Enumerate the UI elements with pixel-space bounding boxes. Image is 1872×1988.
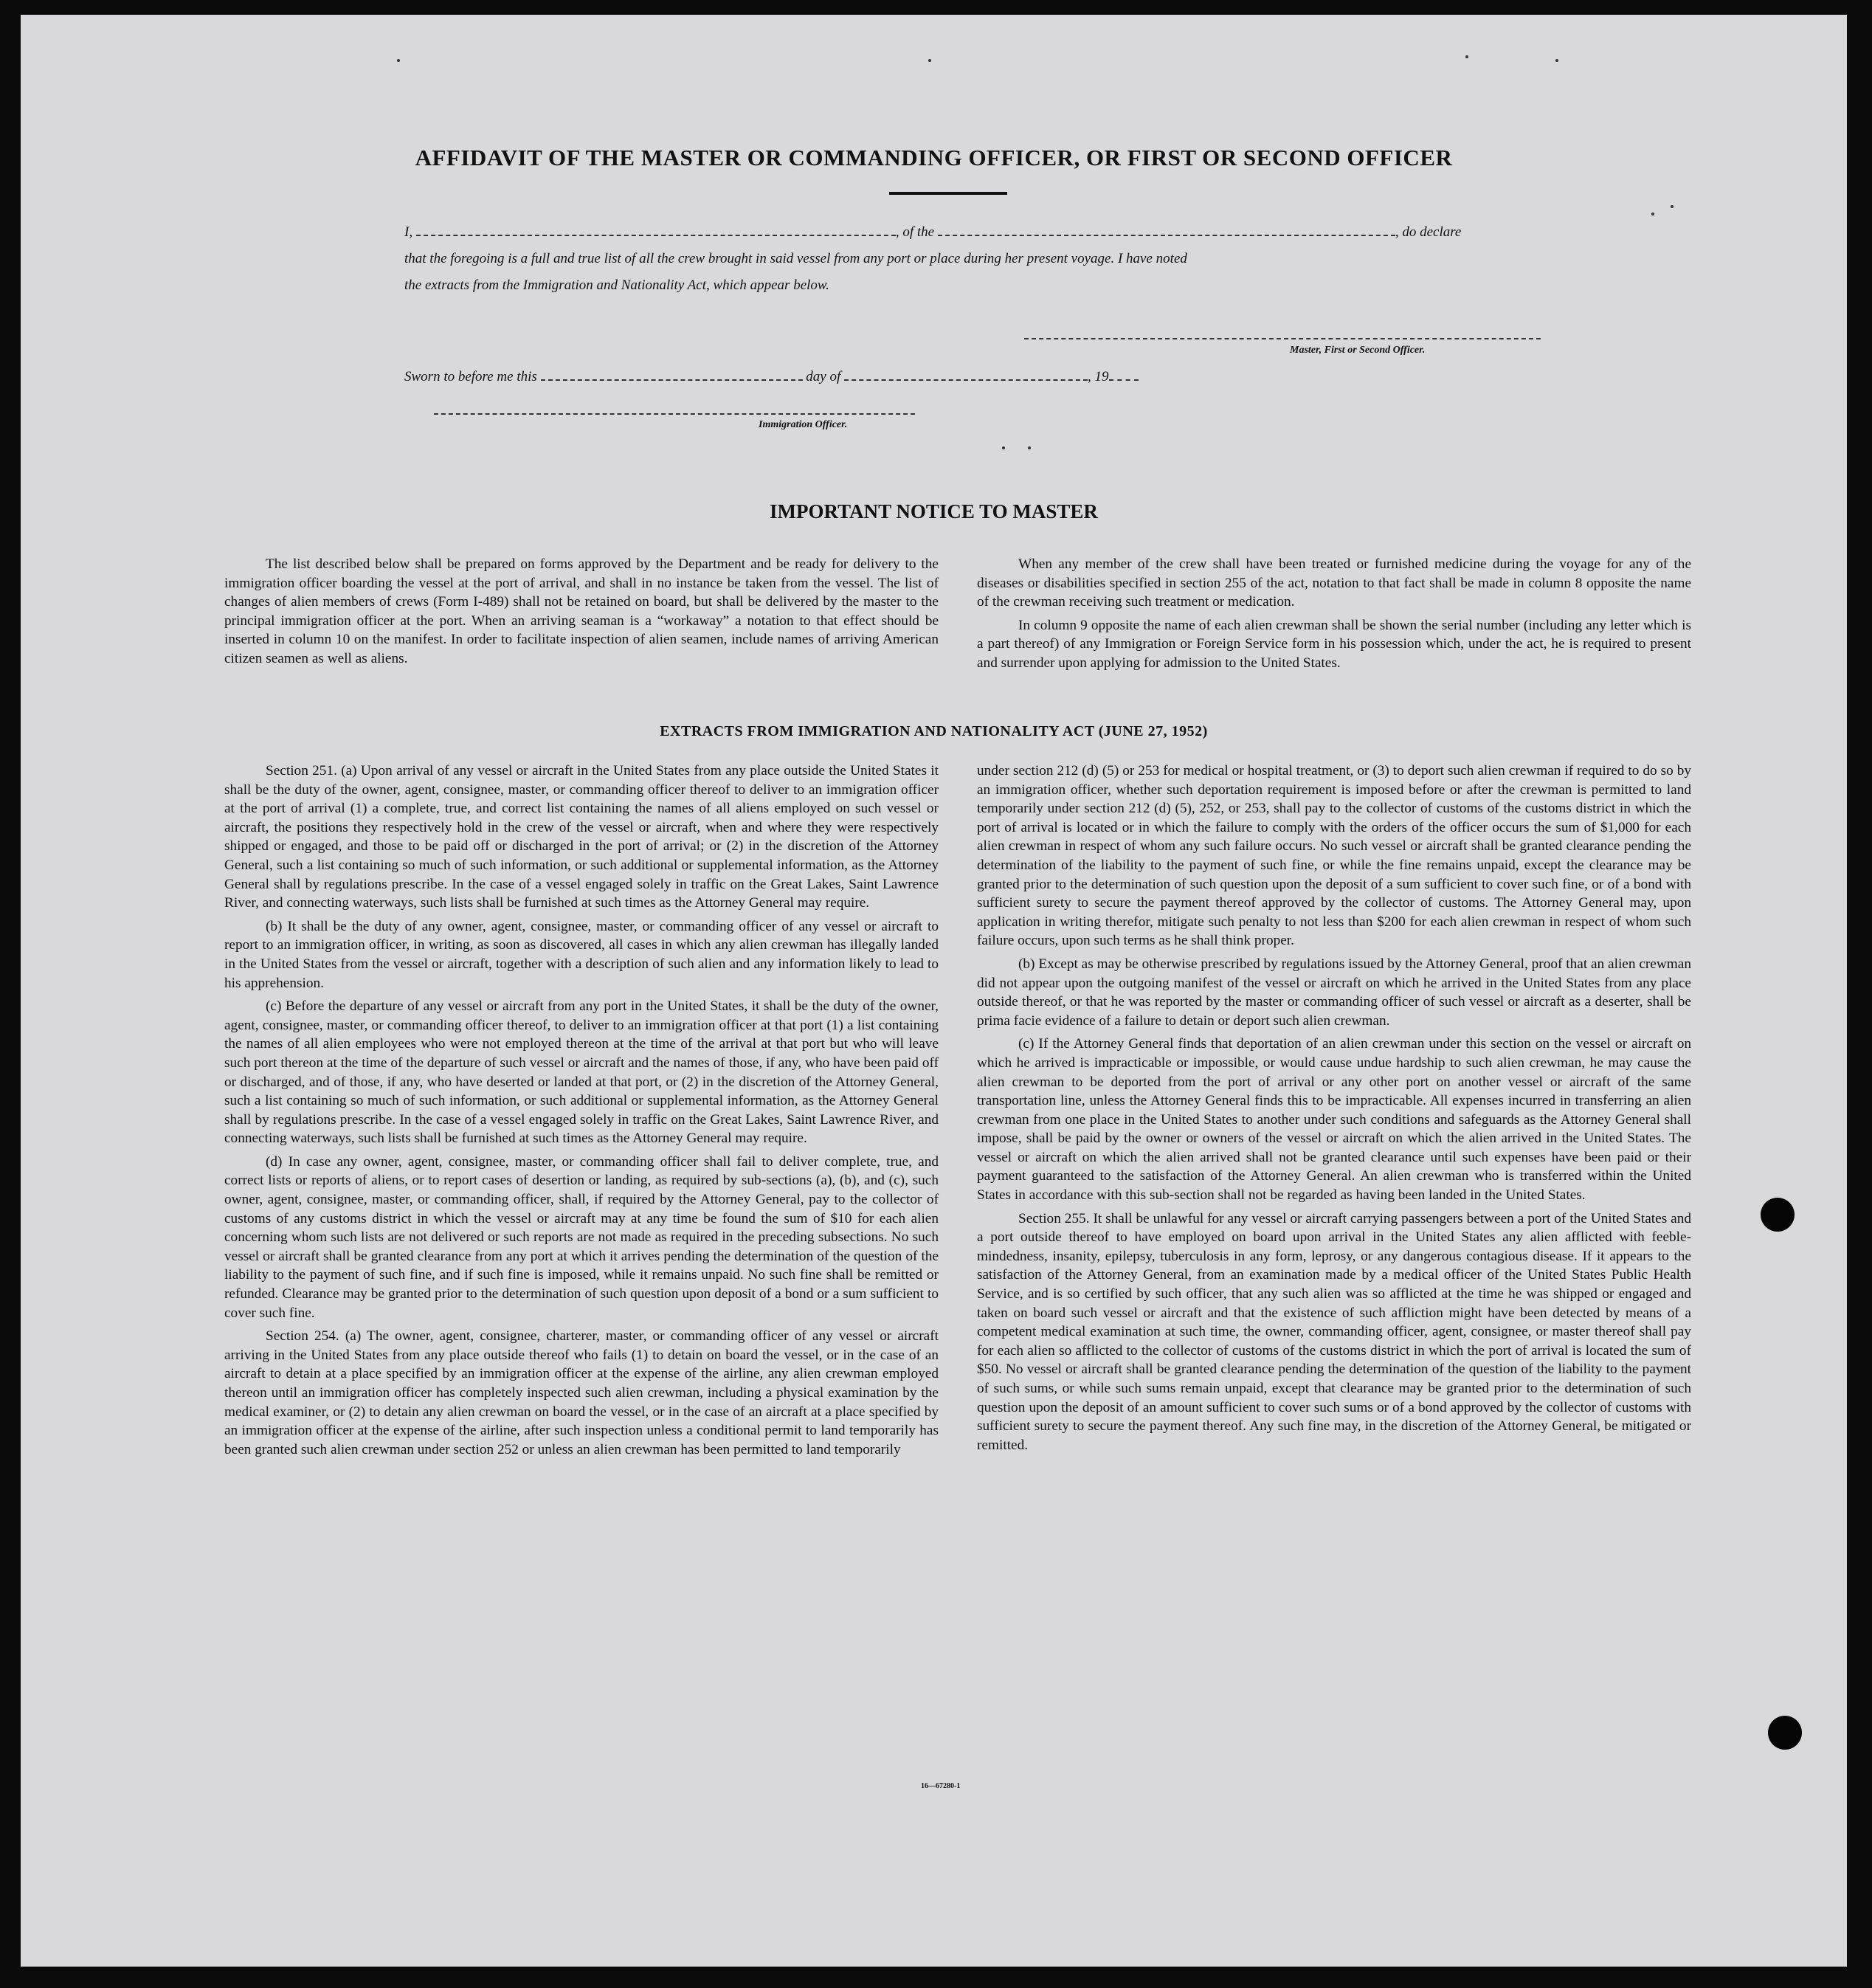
title-divider [889, 192, 1007, 195]
declaration-suffix: , do declare [1395, 224, 1462, 240]
section-251b: (b) It shall be the duty of any owner, agent, consignee, master, or commanding officer of any vessel or aircraft to report to an immigration officer, in writing, as soon as discovered, all cases in which any alien crewman has illegally landed in the United States from the vessel or aircraft, together with a description of such alien and any information likely to lead to his apprehension. [224, 918, 939, 991]
scanned-page [21, 15, 1847, 1967]
notice-right-paragraph-1: When any member of the crew shall have been treated or furnished medicine during the voyage for any of the diseases or disabilities specified in section 255 of the act, notation to that fact shall be made in column 8 opposite the name of the crewman receiving such treatment or medication. [977, 556, 1691, 610]
section-254c: (c) If the Attorney General finds that deportation of an alien crewman under this section on the vessel or aircraft on which he arrived is impracticable or impossible, or would cause undue hardship to such alien crewman, he may cause the alien crewman to be deported from the port of arrival or any other port on another vessel or aircraft of the same transportation line, unless the Attorney General finds this to be impracticable. All expenses incurred in transferring an alien crewman from one place in the United States to another under such conditions and safeguards as the Attorney General shall impose, shall be paid by the owner or owners of the vessel or aircraft on which the alien arrived in the United States. The vessel or aircraft on which the alien arrived shall not be granted clearance until such expenses have been paid or their payment guaranteed to the satisfaction of the Attorney General. An alien crewman who is transferred within the United States in accordance with this sub-section shall not be regarded as having been landed in the United States. [977, 1036, 1691, 1204]
declaration-of-the: , of the [895, 224, 935, 240]
scan-speck [928, 59, 931, 62]
section-254a-continued: under section 212 (d) (5) or 253 for medical or hospital treatment, or (3) to deport such alien crewman if required to do so by an immigration officer, whether such deportation requirement is imposed before or after the crewman is permitted to land temporarily under section 212 (d) (5), 252, or 253, shall pay to the collector of customs of the customs district in which the port of arrival is located or in which the failure to comply with the orders of the officer occurs the sum of $1,000 for each alien crewman in respect of whom any such failure occurs. No such vessel or aircraft shall be granted clearance pending the determination of the liability to the payment of such fine, or while the fine remains unpaid, except the clearance may be granted prior to the determination of such question upon the deposit of a sum sufficient to cover such fine, or of a bond with sufficient surety to secure the payment thereof approved by the collector of customs. The Attorney General may, upon application in writing therefor, mitigate such penalty to not less than $200 for each alien crewman in respect of whom such failure occurs, upon such terms as he shall think proper. [977, 763, 1691, 949]
notice-left-paragraph: The list described below shall be prepared on forms approved by the Department and be ready for delivery to the immigration officer boarding the vessel at the port of arrival, and shall in no instance be taken from the vessel. The list of changes of alien members of crews (Form I-489) shall not be retained on board, but shall be delivered by the master to the principal immigration officer at the port. When an arriving seaman is a “workaway” a notation to that effect should be inserted in column 10 on the manifest. In order to facilitate inspection of alien seamen, include names of arriving American citizen seamen as well as aliens. [224, 556, 939, 666]
sworn-line [404, 364, 1541, 390]
sworn-year-prefix: , 19 [1088, 369, 1109, 384]
scan-speck [1651, 213, 1654, 215]
sworn-day-blank[interactable] [541, 366, 803, 381]
affidavit-title: AFFIDAVIT OF THE MASTER OR COMMANDING OFFICER, OR FIRST OR SECOND OFFICER [415, 145, 1453, 170]
declaration-line-1 [404, 219, 1541, 246]
sworn-day-of: day of [806, 369, 841, 384]
extracts-left-column [224, 762, 939, 1463]
section-251d: (d) In case any owner, agent, consignee, master, or commanding officer shall fail to deliver complete, true, and correct lists or reports of aliens, or to report cases of desertion or landing, as required by sub-sections (a), (b), and (c), such owner, agent, consignee, master, or commanding officer, shall, if required by the Attorney General, pay to the collector of customs of any customs district in which the vessel or aircraft may at any time be found the sum of $10 for each alien concerning whom such lists are not delivered or such reports are not made as required in the preceding subsections. No such vessel or aircraft shall be granted clearance from any port at which it arrives pending the determination of the question of the liability to the payment of such fine, and if such fine is imposed, while it remains unpaid. No such fine shall be remitted or refunded. Clearance may be granted prior to the determination of such question upon deposit of a bond or a sum sufficient to cover such fine. [224, 1153, 939, 1321]
scan-speck [1555, 59, 1558, 62]
punch-hole-lower [1768, 1716, 1802, 1750]
scan-speck [397, 59, 400, 62]
officer-signature-label: Immigration Officer. [759, 419, 848, 430]
notice-right-column [977, 555, 1691, 677]
declaration-line-3: the extracts from the Immigration and Nationality Act, which appear below. [404, 277, 829, 293]
master-signature-label: Master, First or Second Officer. [1290, 345, 1426, 356]
scan-speck [1002, 446, 1005, 449]
notice-title: IMPORTANT NOTICE TO MASTER [770, 500, 1098, 522]
section-255: Section 255. It shall be unlawful for any vessel or aircraft carrying passengers between a port of the United States and a port outside thereof to have employed on board upon arrival in the United States any alien afflicted with feeble-mindedness, insanity, epilepsy, tuberculosis in any form, leprosy, or any dangerous contagious disease. If it appears to the satisfaction of the Attorney General, from an examination made by a medical officer of the United States Public Health Service, and is so certified by such officer, that any such alien was so afflicted at the time he was shipped or engaged and taken on board such vessel or aircraft and that the existence of such affliction might have been detected by means of a competent medical examination at such time, the owner, commanding officer, agent, consignee, or master thereof shall pay for each alien so afflicted to the collector of customs of the customs district in which the port of arrival is located the sum of $50. No vessel or aircraft shall be granted clearance pending the determination of the question of the liability to the payment of such sums, or while such sums remain unpaid, except that clearance may be granted prior to the determination of such question upon the deposit of an amount sufficient to cover such sums or of a bond approved by the collector of customs with sufficient surety to secure the payment thereof. Any such fine may, in the discretion of the Attorney General, be mitigated or remitted. [977, 1210, 1691, 1453]
sworn-month-blank[interactable] [844, 366, 1088, 381]
declaration-line-2: that the foregoing is a full and true list of all the crew brought in said vessel from any port or place during her present voyage. I have noted [404, 251, 1187, 266]
form-sheet [21, 15, 1847, 1967]
form-code: 16—67280-1 [921, 1782, 961, 1790]
notice-right-paragraph-2: In column 9 opposite the name of each alien crewman shall be shown the serial number (including any letter which is a part thereof) of any Immigration or Foreign Service form in his possession which, under the act, he is required to present and surrender upon applying for admission to the United States. [977, 617, 1691, 671]
sworn-year-blank[interactable] [1109, 366, 1139, 381]
scan-speck [1465, 55, 1468, 58]
officer-signature-line[interactable] [434, 413, 915, 415]
extracts-title: EXTRACTS FROM IMMIGRATION AND NATIONALITY ACT (JUNE 27, 1952) [660, 723, 1208, 739]
punch-hole-upper [1761, 1198, 1795, 1232]
declaration-block [404, 219, 1541, 299]
section-254a: Section 254. (a) The owner, agent, consignee, charterer, master, or commanding officer of any vessel or aircraft arriving in the United States from any place outside thereof who fails (1) to detain on board the vessel, or in the case of an aircraft to detain at a place specified by an immigration officer at the expense of the airline, any alien crewman employed thereon until an immigration officer has completely inspected such alien crewman, including a physical examination by the medical examiner, or (2) to detain any alien crewman on board the vessel, or in the case of an aircraft at a place specified by an immigration officer at the expense of the airline, after such inspection unless a conditional permit to land temporarily has been granted such alien crewman under section 252 or unless an alien crewman has been permitted to land temporarily [224, 1328, 939, 1457]
section-254b: (b) Except as may be otherwise prescribed by regulations issued by the Attorney General, proof that an alien crewman did not appear upon the outgoing manifest of the vessel or aircraft on which he arrived in the United States from any place outside thereof, or that he was reported by the master or commanding officer of such vessel or aircraft as a deserter, shall be prima facie evidence of a failure to detain or deport such alien crewman. [977, 956, 1691, 1029]
vessel-blank[interactable] [938, 221, 1395, 236]
declaration-prefix: I, [404, 224, 413, 240]
section-251a: Section 251. (a) Upon arrival of any vessel or aircraft in the United States from any place outside the United States it shall be the duty of the owner, agent, consignee, master, or commanding officer thereof to deliver to an immigration officer at the port of arrival (1) a complete, true, and correct list containing the names of all aliens employed on such vessel or aircraft, the positions they respectively hold in the crew of the vessel or aircraft, when and where they were respectively shipped or engaged, and those to be paid off or discharged in the port of arrival; or (2) in the discretion of the Attorney General, such a list containing so much of such information, or such additional or supplemental information, as the Attorney General shall by regulations prescribe. In the case of a vessel engaged solely in traffic on the Great Lakes, Saint Lawrence River, and connecting waterways, such lists shall be furnished at such times as the Attorney General may require. [224, 763, 939, 911]
notice-left-column [224, 555, 939, 673]
name-blank[interactable] [416, 221, 896, 236]
scan-speck [1671, 205, 1674, 208]
scan-speck [1028, 446, 1031, 449]
extracts-right-column [977, 762, 1691, 1459]
section-251c: (c) Before the departure of any vessel or aircraft from any port in the United States, it shall be the duty of the owner, agent, consignee, master, or commanding officer thereof, to deliver to an immigration officer at that port (1) a list containing the names of all alien employees who were not employed thereon at the time of the arrival at that port but who will leave such port thereon at the time of the departure of such vessel or aircraft and the names of those, if any, who have been paid off or discharged, and of those, if any, who have deserted or landed at that port, or (2) in the discretion of the Attorney General, such a list containing so much of such information, or such additional or supplemental information, as the Attorney General shall by regulations prescribe. In the case of a vessel engaged solely in traffic on the Great Lakes, Saint Lawrence River, and connecting waterways, such lists shall be furnished at such times as the Attorney General may require. [224, 998, 939, 1147]
master-signature-line[interactable] [1024, 338, 1541, 339]
sworn-prefix: Sworn to before me this [404, 369, 537, 384]
